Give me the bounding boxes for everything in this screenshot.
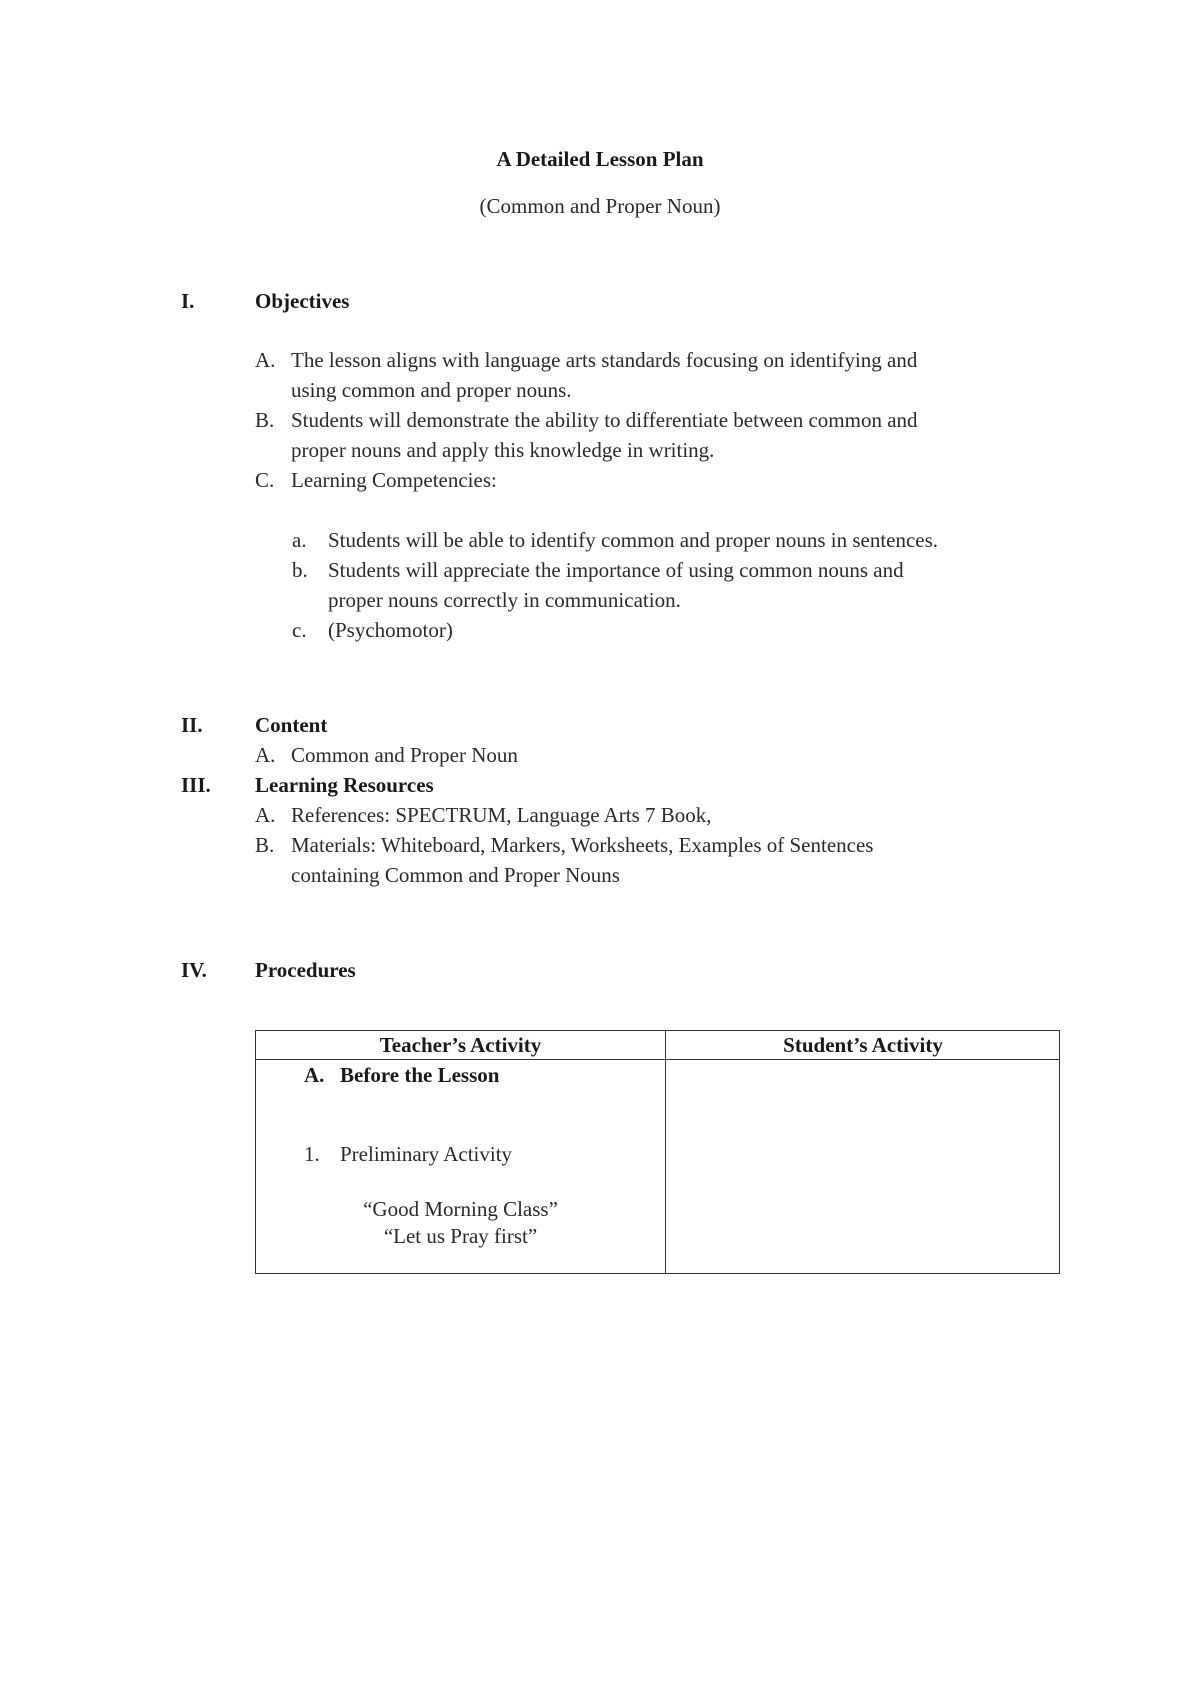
competency-a-line1: Students will be able to identify common and proper nouns in sentences.: [328, 528, 939, 552]
competency-b-line1: Students will appreciate the importance of using common nouns and: [328, 558, 904, 582]
objective-a-marker: A.: [255, 348, 276, 372]
objective-c-marker: C.: [255, 468, 275, 492]
teacher-quote-prayer: “Let us Pray first”: [383, 1224, 538, 1248]
objective-b-marker: B.: [255, 408, 275, 432]
preliminary-activity-label: Preliminary Activity: [340, 1142, 513, 1166]
preliminary-activity-marker: 1.: [304, 1142, 320, 1166]
section-heading-content: Content: [255, 713, 328, 737]
resources-b-marker: B.: [255, 833, 275, 857]
objective-b-line2: proper nouns and apply this knowledge in writing.: [291, 438, 715, 462]
before-lesson-label: Before the Lesson: [340, 1063, 500, 1087]
section-heading-resources: Learning Resources: [255, 773, 434, 797]
content-a-line1: Common and Proper Noun: [291, 743, 518, 767]
objective-a-line1: The lesson aligns with language arts standards focusing on identifying and: [291, 348, 918, 372]
table-header-divider: [256, 1059, 1059, 1060]
section-numeral-procedures: IV.: [181, 958, 207, 982]
table-header-teacher: Teacher’s Activity: [379, 1033, 542, 1057]
competency-b-line2: proper nouns correctly in communication.: [328, 588, 681, 612]
competency-c-line1: (Psychomotor): [328, 618, 453, 642]
objective-b-line1: Students will demonstrate the ability to differentiate between common and: [291, 408, 918, 432]
section-heading-procedures: Procedures: [255, 958, 356, 982]
objective-c-line1: Learning Competencies:: [291, 468, 497, 492]
procedures-table: [255, 1030, 1060, 1274]
teacher-quote-greeting: “Good Morning Class”: [363, 1197, 558, 1221]
section-numeral-content: II.: [181, 713, 203, 737]
section-heading-objectives: Objectives: [255, 289, 350, 313]
resources-b-line2: containing Common and Proper Nouns: [291, 863, 620, 887]
page-subtitle: (Common and Proper Noun): [479, 194, 721, 218]
competency-b-marker: b.: [292, 558, 308, 582]
section-numeral-resources: III.: [181, 773, 211, 797]
content-a-marker: A.: [255, 743, 276, 767]
student-activity-cell: [667, 1061, 1059, 1273]
table-column-divider: [665, 1031, 666, 1273]
competency-c-marker: c.: [292, 618, 307, 642]
table-header-student: Student’s Activity: [783, 1033, 943, 1057]
before-lesson-marker: A.: [304, 1063, 325, 1087]
page-title: A Detailed Lesson Plan: [496, 147, 704, 171]
resources-a-line1: References: SPECTRUM, Language Arts 7 Book,: [291, 803, 712, 827]
objective-a-line2: using common and proper nouns.: [291, 378, 572, 402]
resources-b-line1: Materials: Whiteboard, Markers, Worksheets, Examples of Sentences: [291, 833, 874, 857]
competency-a-marker: a.: [292, 528, 307, 552]
resources-a-marker: A.: [255, 803, 276, 827]
section-numeral-objectives: I.: [181, 289, 195, 313]
